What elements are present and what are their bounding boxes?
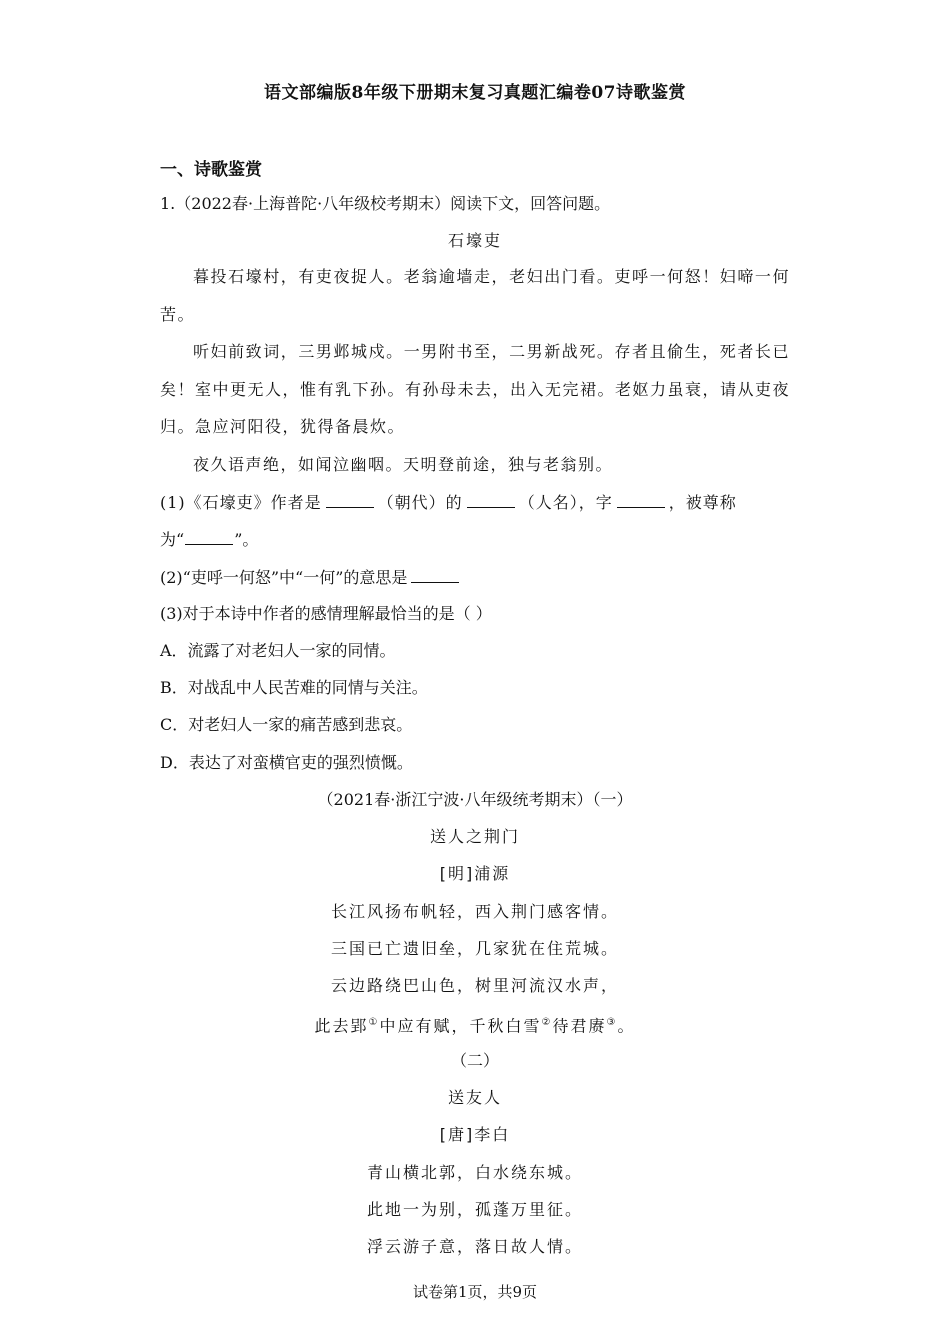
poem1-line-2: 三国已亡遗旧垒，几家犹在住荒城。 xyxy=(330,939,619,958)
option-a[interactable]: A．流露了对老妇人一家的同情。 xyxy=(160,641,396,660)
poem1-line-4-d: 。 xyxy=(617,1016,636,1036)
poem-title-shihaoli: 石壕吏 xyxy=(447,231,502,250)
option-c[interactable]: C．对老妇人一家的痛苦感到悲哀。 xyxy=(160,715,413,734)
sub-question-2-text: (2)“吏呼一何怒”中“一何”的意思是 xyxy=(160,568,408,587)
answer-blank-courtesy-name[interactable] xyxy=(617,491,665,508)
poem-title-songrenzhijingmen: 送人之荆门 xyxy=(429,827,520,846)
poem-author-libai: [唐]李白 xyxy=(439,1125,511,1144)
sub-question-2 xyxy=(160,566,790,589)
part-2-heading: （二） xyxy=(450,1051,499,1070)
footnote-marker-1: ① xyxy=(368,1017,380,1028)
section-heading: 一、诗歌鉴赏 xyxy=(160,160,262,180)
poem2-line-1: 青山横北郭，白水绕东城。 xyxy=(366,1163,583,1182)
sub-question-1-cont xyxy=(160,528,790,551)
poem2-line-2: 此地一为别，孤蓬万里征。 xyxy=(366,1200,583,1219)
page-title: 语文部编版8年级下册期末复习真题汇编卷07诗歌鉴赏 xyxy=(264,83,686,103)
sub-question-1-text-d: ，被尊称 xyxy=(668,493,737,512)
poem-title-songyouren: 送友人 xyxy=(447,1088,502,1107)
poem1-line-4 xyxy=(0,1012,950,1037)
answer-blank-dynasty[interactable] xyxy=(326,491,374,508)
sub-question-1-text-a: (1)《石壕吏》作者是 xyxy=(160,493,322,512)
footnote-marker-3: ③ xyxy=(606,1017,618,1028)
poem-author-puyuan: [明]浦源 xyxy=(439,864,511,883)
poem-paragraph-3: 夜久语声绝，如闻泣幽咽。天明登前途，独与老翁别。 xyxy=(193,455,614,474)
sub-question-1-text-c: （人名），字 xyxy=(518,493,613,512)
answer-blank-honorific[interactable] xyxy=(185,528,233,545)
poem1-line-3: 云边路绕巴山色，树里河流汉水声， xyxy=(330,976,619,995)
sub-question-1-text-e: 为“ xyxy=(160,530,185,549)
poem-paragraph-2: 听妇前致词，三男邺城戍。一男附书至，二男新战死。存者且偷生，死者长已矣！室中更无人，惟有乳下孙。有孙母未去，出入无完裙。老妪力虽衰，请从吏夜归。急应河阳役，犹得备晨炊。 xyxy=(160,342,791,436)
poem2-line-3: 浮云游子意，落日故人情。 xyxy=(366,1237,583,1256)
option-d[interactable]: D．表达了对蛮横官吏的强烈愤慨。 xyxy=(160,753,413,772)
sub-question-1-text-f: ”。 xyxy=(234,530,259,549)
poem1-line-1: 长江风扬布帆轻，西入荆门感客情。 xyxy=(330,902,619,921)
poem-paragraph-1: 暮投石壕村，有吏夜捉人。老翁逾墙走，老妇出门看。吏呼一何怒！妇啼一何苦。 xyxy=(160,267,790,324)
poem1-line-4-a: 此去郢 xyxy=(314,1016,369,1036)
question-2-source: （2021春·浙江宁波·八年级统考期末）（一） xyxy=(317,790,633,809)
sub-question-1-text-b: （朝代）的 xyxy=(377,493,463,512)
answer-blank-yihe[interactable] xyxy=(411,566,459,583)
question-1-intro: 1.（2022春·上海普陀·八年级校考期末）阅读下文，回答问题。 xyxy=(160,194,611,213)
sub-question-3: (3)对于本诗中作者的感情理解最恰当的是（ ） xyxy=(160,604,492,623)
answer-blank-author[interactable] xyxy=(467,491,515,508)
poem1-line-4-b: 中应有赋，千秋白雪 xyxy=(379,1016,542,1036)
poem1-line-4-c: 待君赓 xyxy=(552,1016,607,1036)
sub-question-1 xyxy=(160,491,790,514)
option-b[interactable]: B．对战乱中人民苦难的同情与关注。 xyxy=(160,678,428,697)
page-footer: 试卷第1页，共9页 xyxy=(412,1283,538,1301)
footnote-marker-2: ② xyxy=(541,1017,553,1028)
